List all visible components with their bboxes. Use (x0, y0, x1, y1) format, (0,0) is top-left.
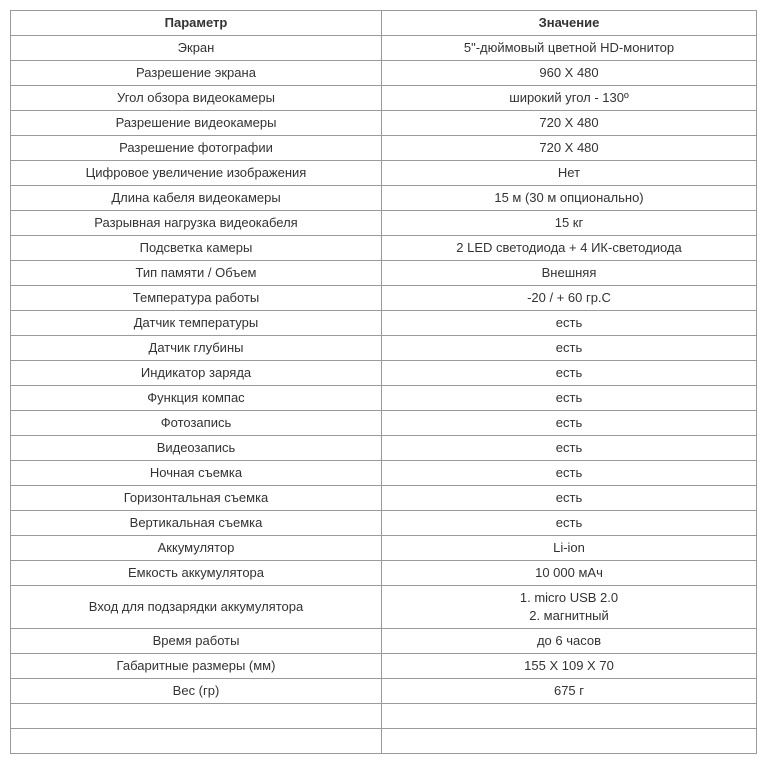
table-row (11, 311, 757, 336)
value-cell: есть (382, 386, 757, 411)
param-cell: Видеозапись (11, 436, 382, 461)
table-header (11, 11, 757, 36)
table-row (11, 136, 757, 161)
param-cell: Разрывная нагрузка видеокабеля (11, 211, 382, 236)
param-cell (11, 729, 382, 754)
table-row (11, 629, 757, 654)
value-cell: 720 X 480 (382, 136, 757, 161)
value-cell: 10 000 мАч (382, 561, 757, 586)
param-cell: Подсветка камеры (11, 236, 382, 261)
param-cell (11, 704, 382, 729)
value-cell: 5"-дюймовый цветной HD-монитор (382, 36, 757, 61)
value-cell: есть (382, 436, 757, 461)
value-cell (382, 729, 757, 754)
param-cell: Фотозапись (11, 411, 382, 436)
table-row (11, 536, 757, 561)
param-cell: Разрешение фотографии (11, 136, 382, 161)
table-row (11, 111, 757, 136)
value-cell: до 6 часов (382, 629, 757, 654)
table-row (11, 361, 757, 386)
param-cell: Датчик глубины (11, 336, 382, 361)
param-cell: Температура работы (11, 286, 382, 311)
value-cell: есть (382, 511, 757, 536)
table-row (11, 436, 757, 461)
value-line: 2. магнитный (529, 608, 609, 623)
table-row (11, 36, 757, 61)
value-cell: широкий угол - 130º (382, 86, 757, 111)
header-param: Параметр (11, 11, 382, 36)
param-cell: Функция компас (11, 386, 382, 411)
value-cell: Нет (382, 161, 757, 186)
param-cell: Аккумулятор (11, 536, 382, 561)
table-row (11, 586, 757, 629)
table-row (11, 386, 757, 411)
table-row (11, 336, 757, 361)
table-row (11, 561, 757, 586)
table-row (11, 461, 757, 486)
table-row (11, 654, 757, 679)
value-cell: есть (382, 411, 757, 436)
param-cell: Датчик температуры (11, 311, 382, 336)
value-cell: 2 LED светодиода + 4 ИК-светодиода (382, 236, 757, 261)
value-cell (382, 586, 757, 629)
table-row (11, 486, 757, 511)
param-cell: Длина кабеля видеокамеры (11, 186, 382, 211)
value-cell: есть (382, 361, 757, 386)
param-cell: Цифровое увеличение изображения (11, 161, 382, 186)
value-cell: 15 м (30 м опционально) (382, 186, 757, 211)
param-cell: Разрешение видеокамеры (11, 111, 382, 136)
value-cell: 720 X 480 (382, 111, 757, 136)
param-cell: Вход для подзарядки аккумулятора (11, 586, 382, 629)
table-row (11, 286, 757, 311)
value-cell: Внешняя (382, 261, 757, 286)
value-cell: 15 кг (382, 211, 757, 236)
param-cell: Угол обзора видеокамеры (11, 86, 382, 111)
header-row (11, 11, 757, 36)
param-cell: Вес (гр) (11, 679, 382, 704)
param-cell: Вертикальная съемка (11, 511, 382, 536)
value-cell: 675 г (382, 679, 757, 704)
table-row (11, 211, 757, 236)
table-row (11, 186, 757, 211)
value-cell: 960 X 480 (382, 61, 757, 86)
table-body (11, 36, 757, 754)
param-cell: Индикатор заряда (11, 361, 382, 386)
value-cell: есть (382, 311, 757, 336)
value-cell: есть (382, 461, 757, 486)
value-cell: есть (382, 486, 757, 511)
param-cell: Экран (11, 36, 382, 61)
param-cell: Горизонтальная съемка (11, 486, 382, 511)
param-cell: Габаритные размеры (мм) (11, 654, 382, 679)
value-cell: 155 X 109 X 70 (382, 654, 757, 679)
param-cell: Ночная съемка (11, 461, 382, 486)
value-cell: Li-ion (382, 536, 757, 561)
table-row (11, 411, 757, 436)
table-row (11, 261, 757, 286)
value-cell (382, 704, 757, 729)
table-row (11, 61, 757, 86)
table-row (11, 679, 757, 704)
value-line: 1. micro USB 2.0 (519, 590, 619, 605)
header-value: Значение (382, 11, 757, 36)
table-row (11, 729, 757, 754)
param-cell: Тип памяти / Объем (11, 261, 382, 286)
table-row (11, 236, 757, 261)
value-cell: -20 / + 60 гр.С (382, 286, 757, 311)
param-cell: Емкость аккумулятора (11, 561, 382, 586)
table-row (11, 704, 757, 729)
table-row (11, 511, 757, 536)
value-cell: есть (382, 336, 757, 361)
table-row (11, 161, 757, 186)
param-cell: Время работы (11, 629, 382, 654)
table-row (11, 86, 757, 111)
spec-table (10, 10, 757, 754)
param-cell: Разрешение экрана (11, 61, 382, 86)
